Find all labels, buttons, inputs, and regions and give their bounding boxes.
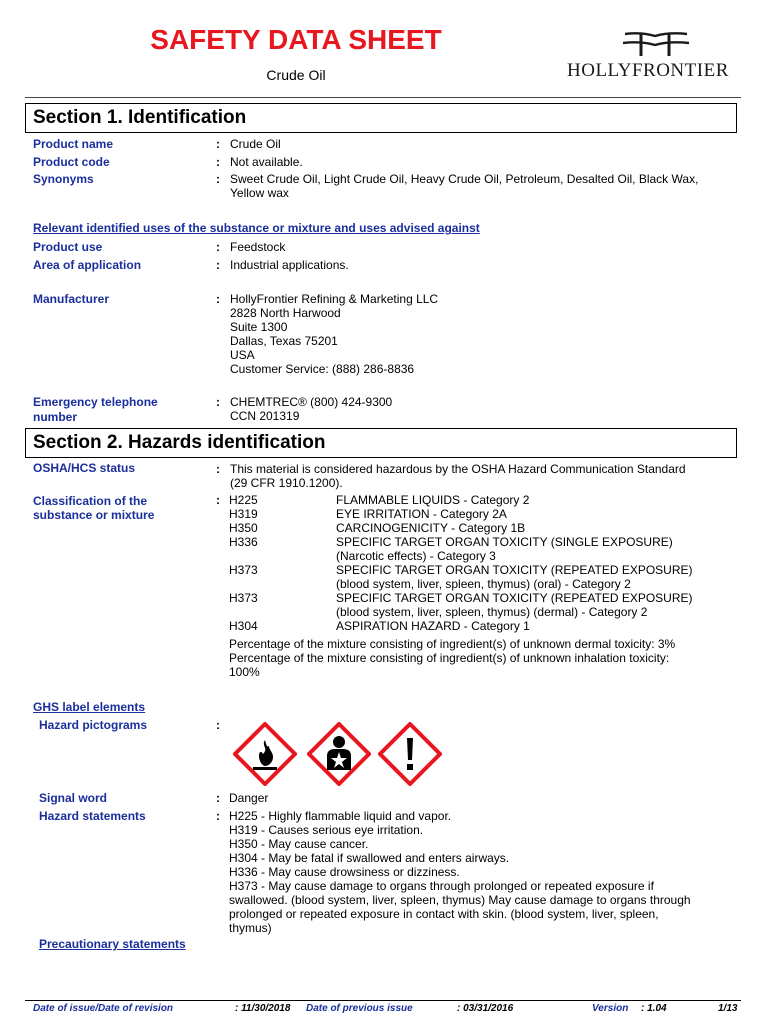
signal-word-label: Signal word bbox=[39, 791, 108, 805]
hazard-class-text-cont: (blood system, liver, spleen, thymus) (oral) - Category 2 bbox=[336, 577, 631, 591]
footer-divider bbox=[25, 1000, 741, 1001]
area-of-application-value: Industrial applications. bbox=[230, 258, 349, 272]
hazard-statement: H319 - Causes serious eye irritation. bbox=[229, 823, 424, 837]
colon: : bbox=[216, 155, 220, 169]
unknown-dermal-toxicity-text: Percentage of the mixture consisting of ingredient(s) of unknown dermal toxicity: 3% bbox=[229, 637, 676, 651]
colon: : bbox=[216, 292, 220, 306]
product-use-label: Product use bbox=[33, 240, 103, 254]
product-name-value: Crude Oil bbox=[230, 137, 281, 151]
footer-issue-value: : 11/30/2018 bbox=[235, 1003, 291, 1014]
exclamation-pictogram-icon bbox=[378, 722, 442, 786]
hazard-class-code: H336 bbox=[229, 535, 258, 549]
document-subtitle: Crude Oil bbox=[266, 67, 326, 83]
osha-status-line2: (29 CFR 1910.1200). bbox=[230, 476, 343, 490]
synonyms-value-line2: Yellow wax bbox=[230, 186, 289, 200]
unknown-inhalation-toxicity-line2: 100% bbox=[229, 665, 260, 679]
colon: : bbox=[216, 791, 220, 805]
colon: : bbox=[216, 395, 220, 409]
footer-page-number: 1/13 bbox=[718, 1003, 738, 1014]
manufacturer-line: Customer Service: (888) 286-8836 bbox=[230, 362, 415, 376]
hazard-pictograms-label: Hazard pictograms bbox=[39, 718, 148, 732]
unknown-inhalation-toxicity-line1: Percentage of the mixture consisting of ingredient(s) of unknown inhalation toxicity: bbox=[229, 651, 670, 665]
section-1-heading: Section 1. Identification bbox=[25, 103, 737, 133]
logo-mark-icon bbox=[621, 30, 691, 58]
colon: : bbox=[216, 258, 220, 272]
hazard-class-text-cont: (Narcotic effects) - Category 3 bbox=[336, 549, 496, 563]
emergency-telephone-label-line2: number bbox=[33, 410, 78, 424]
hazard-class-code: H225 bbox=[229, 493, 258, 507]
document-title: SAFETY DATA SHEET bbox=[150, 24, 442, 55]
osha-status-label: OSHA/HCS status bbox=[33, 461, 136, 475]
hazard-class-text: FLAMMABLE LIQUIDS - Category 2 bbox=[336, 493, 530, 507]
manufacturer-label: Manufacturer bbox=[33, 292, 110, 306]
hazard-statement: thymus) bbox=[229, 921, 272, 935]
relevant-uses-link[interactable]: Relevant identified uses of the substance or mixture and uses advised against bbox=[33, 221, 480, 235]
manufacturer-line: Dallas, Texas 75201 bbox=[230, 334, 338, 348]
product-name-label: Product name bbox=[33, 137, 114, 151]
manufacturer-line: 2828 North Harwood bbox=[230, 306, 341, 320]
hazard-statement: swallowed. (blood system, liver, spleen, thymus) May cause damage to organs through bbox=[229, 893, 691, 907]
ghs-label-elements-link[interactable]: GHS label elements bbox=[33, 700, 146, 714]
hazard-class-code: H373 bbox=[229, 591, 258, 605]
product-code-value: Not available. bbox=[230, 155, 303, 169]
precautionary-statements-link[interactable]: Precautionary statements bbox=[39, 937, 186, 951]
footer-previous-issue-label: Date of previous issue bbox=[306, 1003, 413, 1014]
colon: : bbox=[216, 462, 220, 476]
hazard-statements-label: Hazard statements bbox=[39, 809, 146, 823]
manufacturer-line: Suite 1300 bbox=[230, 320, 288, 334]
hazard-statement: H336 - May cause drowsiness or dizziness. bbox=[229, 865, 460, 879]
hazard-statement: H304 - May be fatal if swallowed and enters airways. bbox=[229, 851, 510, 865]
manufacturer-line: USA bbox=[230, 348, 255, 362]
logo-text: HOLLYFRONTIER bbox=[567, 60, 729, 81]
colon: : bbox=[216, 493, 220, 507]
hazard-class-code: H350 bbox=[229, 521, 258, 535]
classification-label-line2: substance or mixture bbox=[33, 508, 155, 522]
colon: : bbox=[216, 809, 220, 823]
footer-version-value: : 1.04 bbox=[641, 1003, 667, 1014]
hazard-class-text: CARCINOGENICITY - Category 1B bbox=[336, 521, 526, 535]
product-use-value: Feedstock bbox=[230, 240, 286, 254]
product-code-label: Product code bbox=[33, 155, 110, 169]
colon: : bbox=[216, 718, 220, 732]
colon: : bbox=[216, 137, 220, 151]
hazard-statement: H225 - Highly flammable liquid and vapor. bbox=[229, 809, 452, 823]
colon: : bbox=[216, 240, 220, 254]
emergency-telephone-line: CHEMTREC® (800) 424-9300 bbox=[230, 395, 393, 409]
flame-pictogram-icon bbox=[233, 722, 297, 786]
company-logo bbox=[565, 30, 745, 82]
section-2-heading: Section 2. Hazards identification bbox=[25, 428, 737, 458]
hazard-class-code: H304 bbox=[229, 619, 258, 633]
signal-word-value: Danger bbox=[229, 791, 269, 805]
health-hazard-pictogram-icon bbox=[307, 722, 371, 786]
synonyms-label: Synonyms bbox=[33, 172, 94, 186]
manufacturer-line: HollyFrontier Refining & Marketing LLC bbox=[230, 292, 439, 306]
classification-label-line1: Classification of the bbox=[33, 494, 148, 508]
hazard-class-text: SPECIFIC TARGET ORGAN TOXICITY (SINGLE EXPOSURE) bbox=[336, 535, 673, 549]
hazard-class-text: SPECIFIC TARGET ORGAN TOXICITY (REPEATED EXPOSURE) bbox=[336, 563, 693, 577]
emergency-telephone-line: CCN 201319 bbox=[230, 409, 300, 423]
hazard-class-text: EYE IRRITATION - Category 2A bbox=[336, 507, 507, 521]
synonyms-value-line1: Sweet Crude Oil, Light Crude Oil, Heavy Crude Oil, Petroleum, Desalted Oil, Black Wax, bbox=[230, 172, 699, 186]
area-of-application-label: Area of application bbox=[33, 258, 142, 272]
hazard-class-text: SPECIFIC TARGET ORGAN TOXICITY (REPEATED EXPOSURE) bbox=[336, 591, 693, 605]
hazard-statement: H373 - May cause damage to organs through prolonged or repeated exposure if bbox=[229, 879, 654, 893]
footer-issue-label: Date of issue/Date of revision bbox=[33, 1003, 174, 1014]
osha-status-line1: This material is considered hazardous by the OSHA Hazard Communication Standard bbox=[230, 462, 686, 476]
footer-previous-issue-value: : 03/31/2016 bbox=[457, 1003, 514, 1014]
colon: : bbox=[216, 172, 220, 186]
header-divider bbox=[25, 97, 741, 98]
hazard-class-text: ASPIRATION HAZARD - Category 1 bbox=[336, 619, 530, 633]
hazard-statement: prolonged or repeated exposure in contact with skin. (blood system, liver, spleen, bbox=[229, 907, 659, 921]
hazard-class-text-cont: (blood system, liver, spleen, thymus) (dermal) - Category 2 bbox=[336, 605, 648, 619]
emergency-telephone-label-line1: Emergency telephone bbox=[33, 395, 158, 409]
hazard-class-code: H319 bbox=[229, 507, 258, 521]
footer-version-label: Version bbox=[592, 1003, 629, 1014]
hazard-statement: H350 - May cause cancer. bbox=[229, 837, 369, 851]
hazard-class-code: H373 bbox=[229, 563, 258, 577]
